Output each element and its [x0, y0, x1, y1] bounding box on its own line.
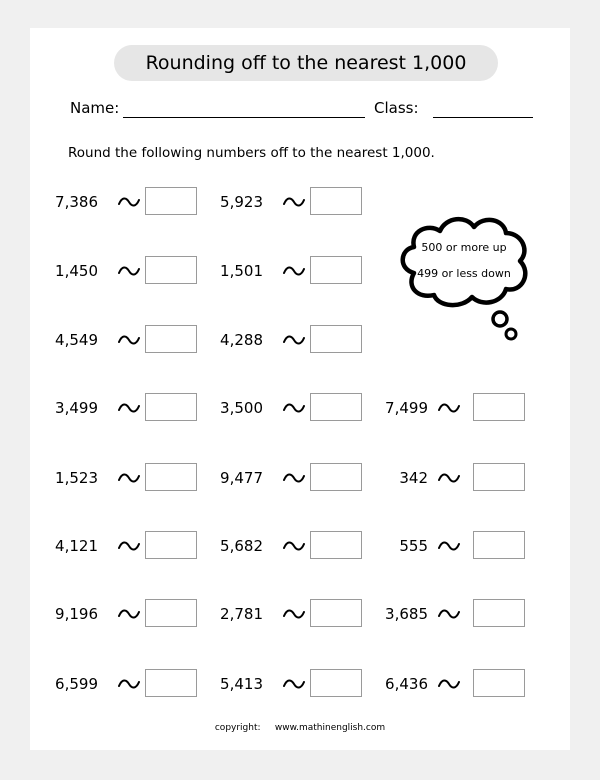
- approx-icon: [283, 264, 305, 278]
- question-number: 7,499: [385, 399, 428, 417]
- answer-box[interactable]: [145, 325, 197, 353]
- approx-icon: [283, 539, 305, 553]
- answer-box[interactable]: [473, 531, 525, 559]
- approx-icon: [118, 264, 140, 278]
- answer-box[interactable]: [310, 669, 362, 697]
- answer-box[interactable]: [310, 256, 362, 284]
- question-number: 1,523: [55, 469, 98, 487]
- worksheet: [30, 28, 570, 750]
- answer-box[interactable]: [473, 599, 525, 627]
- answer-box[interactable]: [145, 187, 197, 215]
- answer-box[interactable]: [310, 463, 362, 491]
- approx-icon: [118, 471, 140, 485]
- approx-icon: [283, 401, 305, 415]
- approx-icon: [118, 607, 140, 621]
- approx-icon: [283, 195, 305, 209]
- question-number: 5,923: [220, 193, 263, 211]
- approx-icon: [118, 195, 140, 209]
- copyright-footer: [30, 723, 570, 733]
- answer-box[interactable]: [145, 531, 197, 559]
- answer-box[interactable]: [310, 325, 362, 353]
- instruction-text: Round the following numbers off to the nearest 1,000.: [68, 145, 435, 161]
- question-number: 6,599: [55, 675, 98, 693]
- question-number: 342: [399, 469, 428, 487]
- answer-box[interactable]: [145, 393, 197, 421]
- approx-icon: [438, 677, 460, 691]
- hint-round-up: 500 or more up: [421, 241, 507, 254]
- question-number: 4,288: [220, 331, 263, 349]
- approx-icon: [283, 677, 305, 691]
- answer-box[interactable]: [145, 599, 197, 627]
- question-number: 3,685: [385, 605, 428, 623]
- question-number: 5,413: [220, 675, 263, 693]
- approx-icon: [118, 401, 140, 415]
- question-number: 1,450: [55, 262, 98, 280]
- name-class-row: [70, 97, 540, 121]
- approx-icon: [438, 539, 460, 553]
- approx-icon: [283, 607, 305, 621]
- worksheet-title: Rounding off to the nearest 1,000: [114, 45, 498, 81]
- question-number: 2,781: [220, 605, 263, 623]
- question-number: 4,549: [55, 331, 98, 349]
- answer-box[interactable]: [310, 187, 362, 215]
- answer-box[interactable]: [310, 599, 362, 627]
- name-field[interactable]: [123, 117, 365, 118]
- hint-round-down: 499 or less down: [417, 267, 511, 280]
- answer-box[interactable]: [310, 531, 362, 559]
- answer-box[interactable]: [145, 669, 197, 697]
- question-number: 1,501: [220, 262, 263, 280]
- approx-icon: [438, 471, 460, 485]
- approx-icon: [283, 471, 305, 485]
- approx-icon: [118, 539, 140, 553]
- question-number: 555: [399, 537, 428, 555]
- name-label: Name:: [70, 99, 120, 117]
- answer-box[interactable]: [473, 463, 525, 491]
- answer-box[interactable]: [145, 463, 197, 491]
- question-number: 3,499: [55, 399, 98, 417]
- question-number: 9,196: [55, 605, 98, 623]
- class-label: Class:: [374, 99, 419, 117]
- answer-box[interactable]: [473, 393, 525, 421]
- class-field[interactable]: [433, 117, 533, 118]
- question-number: 3,500: [220, 399, 263, 417]
- approx-icon: [118, 333, 140, 347]
- question-number: 5,682: [220, 537, 263, 555]
- question-number: 9,477: [220, 469, 263, 487]
- approx-icon: [118, 677, 140, 691]
- approx-icon: [438, 607, 460, 621]
- approx-icon: [283, 333, 305, 347]
- copyright-label: copyright:: [214, 723, 261, 733]
- answer-box[interactable]: [145, 256, 197, 284]
- copyright-site: www.mathinenglish.com: [274, 723, 386, 733]
- question-number: 6,436: [385, 675, 428, 693]
- answer-box[interactable]: [310, 393, 362, 421]
- answer-box[interactable]: [473, 669, 525, 697]
- approx-icon: [438, 401, 460, 415]
- question-number: 7,386: [55, 193, 98, 211]
- question-number: 4,121: [55, 537, 98, 555]
